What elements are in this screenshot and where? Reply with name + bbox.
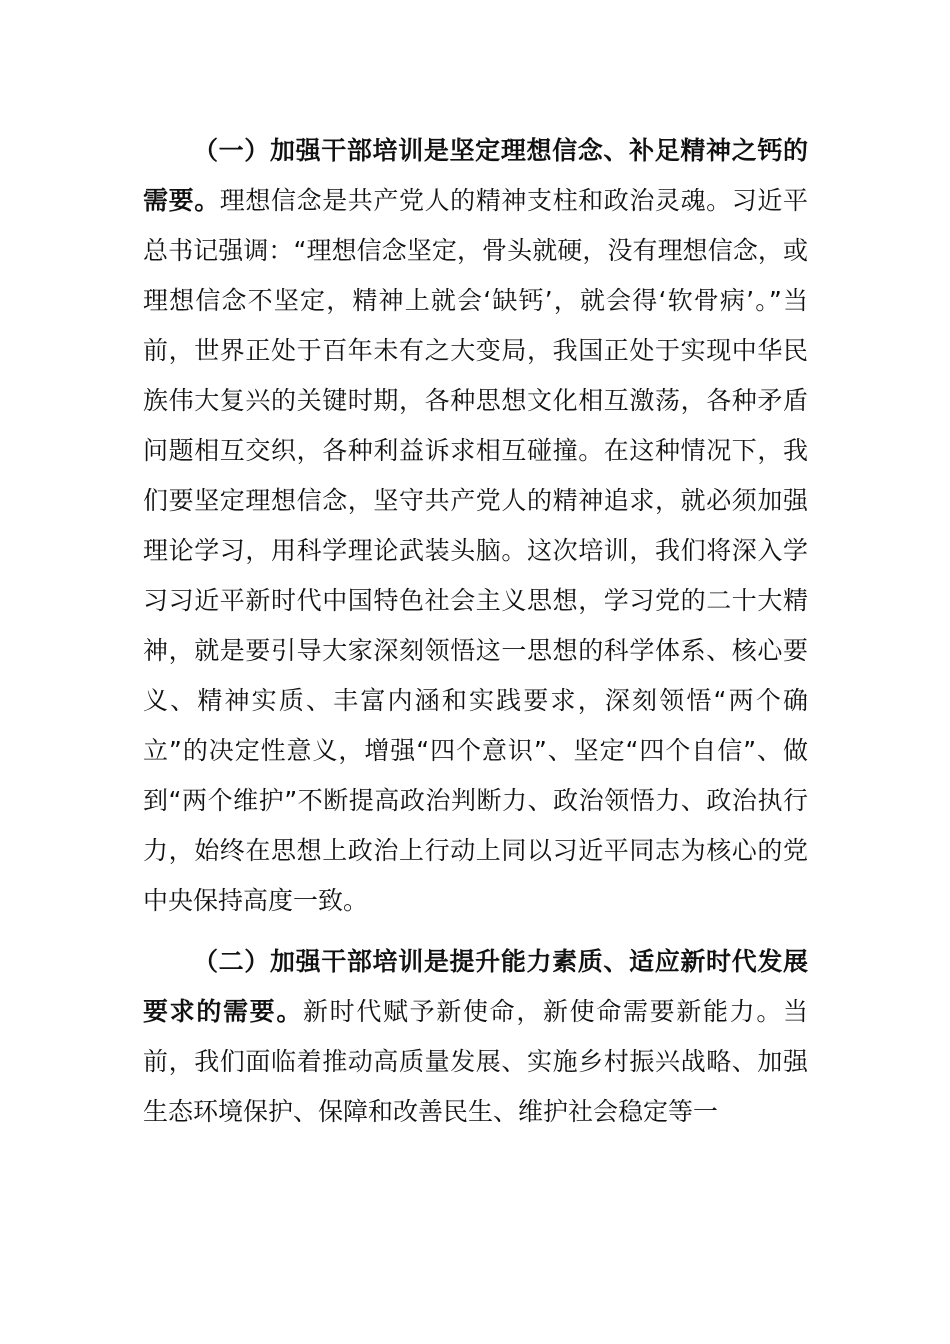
paragraph-two-heading: （二）加强干部培训是提升能力素质、适应新时代发展要求的需要。 [143,947,808,1026]
paragraph-one [143,126,808,926]
paragraph-two-body: 新时代赋予新使命，新使命需要新能力。当前，我们面临着推动高质量发展、实施乡村振兴战略、加强生态环境保护、保障和改善民生、维护社会稳定等一 [143,997,808,1126]
paragraph-one-heading: （一）加强干部培训是坚定理想信念、补足精神之钙的需要。 [143,136,808,215]
paragraph-one-body: 理想信念是共产党人的精神支柱和政治灵魂。习近平总书记强调：“理想信念坚定，骨头就硬，没有理想信念，或理想信念不坚定，精神上就会‘缺钙’，就会得‘软骨病’。”当前，世界正处于百年未有之大变局，我国正处于实现中华民族伟大复兴的关键时期，各种思想文化相互激荡，各种矛盾问题相互交织，各种利益诉求相互碰撞。在这种情况下，我们要坚定理想信念，坚守共产党人的精神追求，就必须加强理论学习，用科学理论武装头脑。这次培训，我们将深入学习习近平新时代中国特色社会主义思想，学习党的二十大精神，就是要引导大家深刻领悟这一思想的科学体系、核心要义、精神实质、丰富内涵和实践要求，深刻领悟“两个确立”的决定性意义，增强“四个意识”、坚定“四个自信”、做到“两个维护”不断提高政治判断力、政治领悟力、政治执行力，始终在思想上政治上行动上同以习近平同志为核心的党中央保持高度一致。 [143,186,808,915]
paragraph-two [143,937,808,1137]
document-body [143,126,808,1137]
